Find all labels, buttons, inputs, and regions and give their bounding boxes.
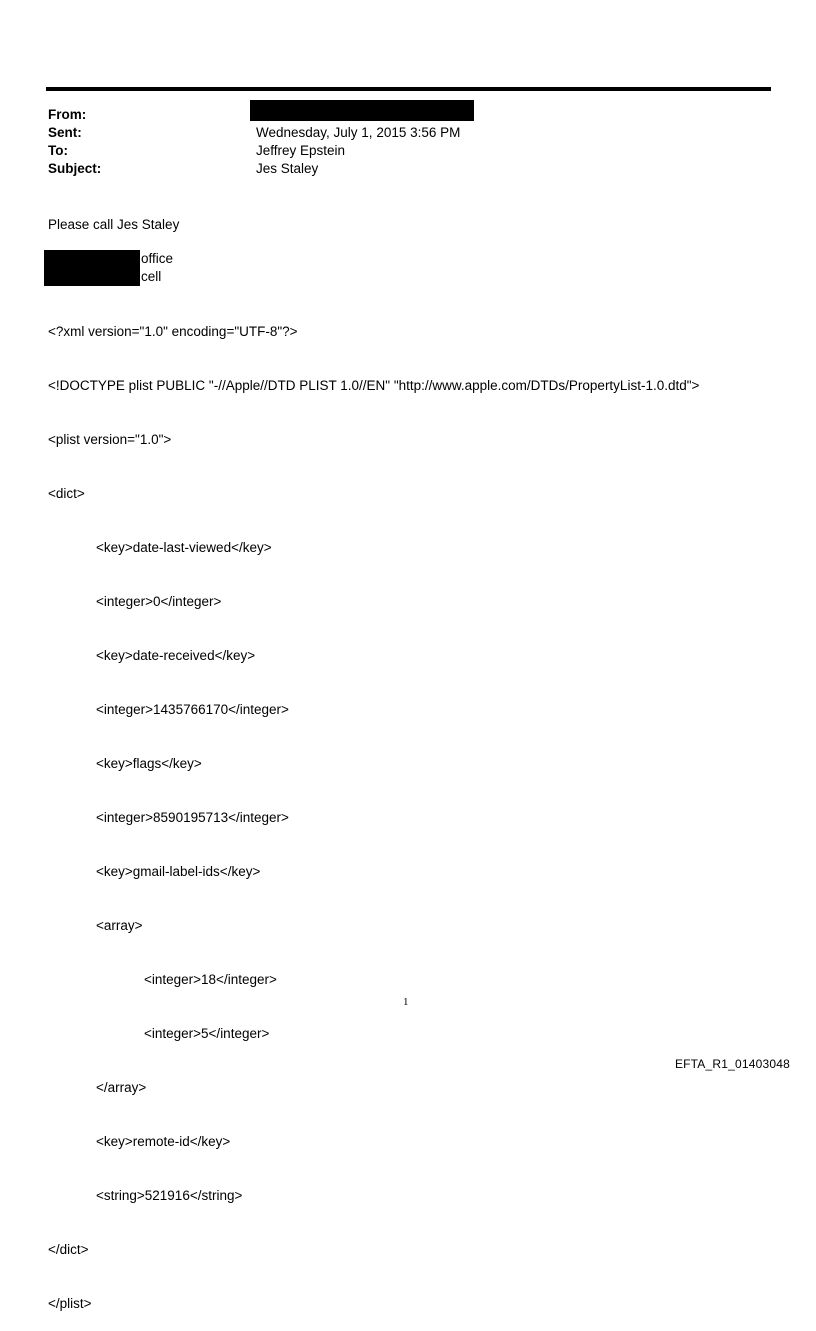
- header-row-sent: [48, 124, 748, 142]
- sent-value: Wednesday, July 1, 2015 3:56 PM: [256, 125, 461, 140]
- redaction-box: [44, 250, 140, 286]
- header-divider: [46, 87, 771, 91]
- header-row-to: [48, 142, 748, 160]
- plist-line: <key>gmail-label-ids</key>: [96, 864, 261, 879]
- plist-line: <integer>8590195713</integer>: [96, 810, 289, 825]
- sent-label: Sent:: [48, 125, 82, 140]
- plist-line: <integer>0</integer>: [96, 594, 222, 609]
- plist-line: <!DOCTYPE plist PUBLIC "-//Apple//DTD PLIST 1.0//EN" "http://www.apple.com/DTDs/PropertyList-1.0.dtd">: [48, 378, 700, 393]
- plist-line: <key>date-last-viewed</key>: [96, 540, 272, 555]
- header-row-subject: [48, 160, 748, 178]
- redaction-box: [250, 100, 474, 121]
- from-label: From:: [48, 107, 87, 122]
- contact-label-cell: cell: [141, 269, 162, 284]
- plist-line: <integer>5</integer>: [144, 1026, 270, 1041]
- plist-line: </array>: [96, 1080, 147, 1095]
- subject-value: Jes Staley: [256, 161, 319, 176]
- plist-line: <integer>1435766170</integer>: [96, 702, 289, 717]
- to-label: To:: [48, 143, 68, 158]
- contact-label-office: office: [141, 251, 174, 266]
- email-body: Please call Jes Staley: [48, 217, 180, 232]
- plist-metadata: [48, 287, 699, 1331]
- header-row-from: [48, 106, 748, 124]
- plist-line: <dict>: [48, 486, 85, 501]
- page-number: 1: [403, 996, 409, 1008]
- plist-line: <key>remote-id</key>: [96, 1134, 231, 1149]
- plist-line: </dict>: [48, 1242, 89, 1257]
- plist-line: <plist version="1.0">: [48, 432, 172, 447]
- email-header: [48, 106, 748, 178]
- plist-line: <string>521916</string>: [96, 1188, 243, 1203]
- to-value: Jeffrey Epstein: [256, 143, 346, 158]
- subject-label: Subject:: [48, 161, 102, 176]
- plist-line: <array>: [96, 918, 143, 933]
- plist-line: <?xml version="1.0" encoding="UTF-8"?>: [48, 324, 298, 339]
- plist-line: <integer>18</integer>: [144, 972, 277, 987]
- document-id: EFTA_R1_01403048: [674, 1057, 790, 1071]
- plist-line: <key>flags</key>: [96, 756, 202, 771]
- plist-line: </plist>: [48, 1296, 92, 1311]
- plist-line: <key>date-received</key>: [96, 648, 256, 663]
